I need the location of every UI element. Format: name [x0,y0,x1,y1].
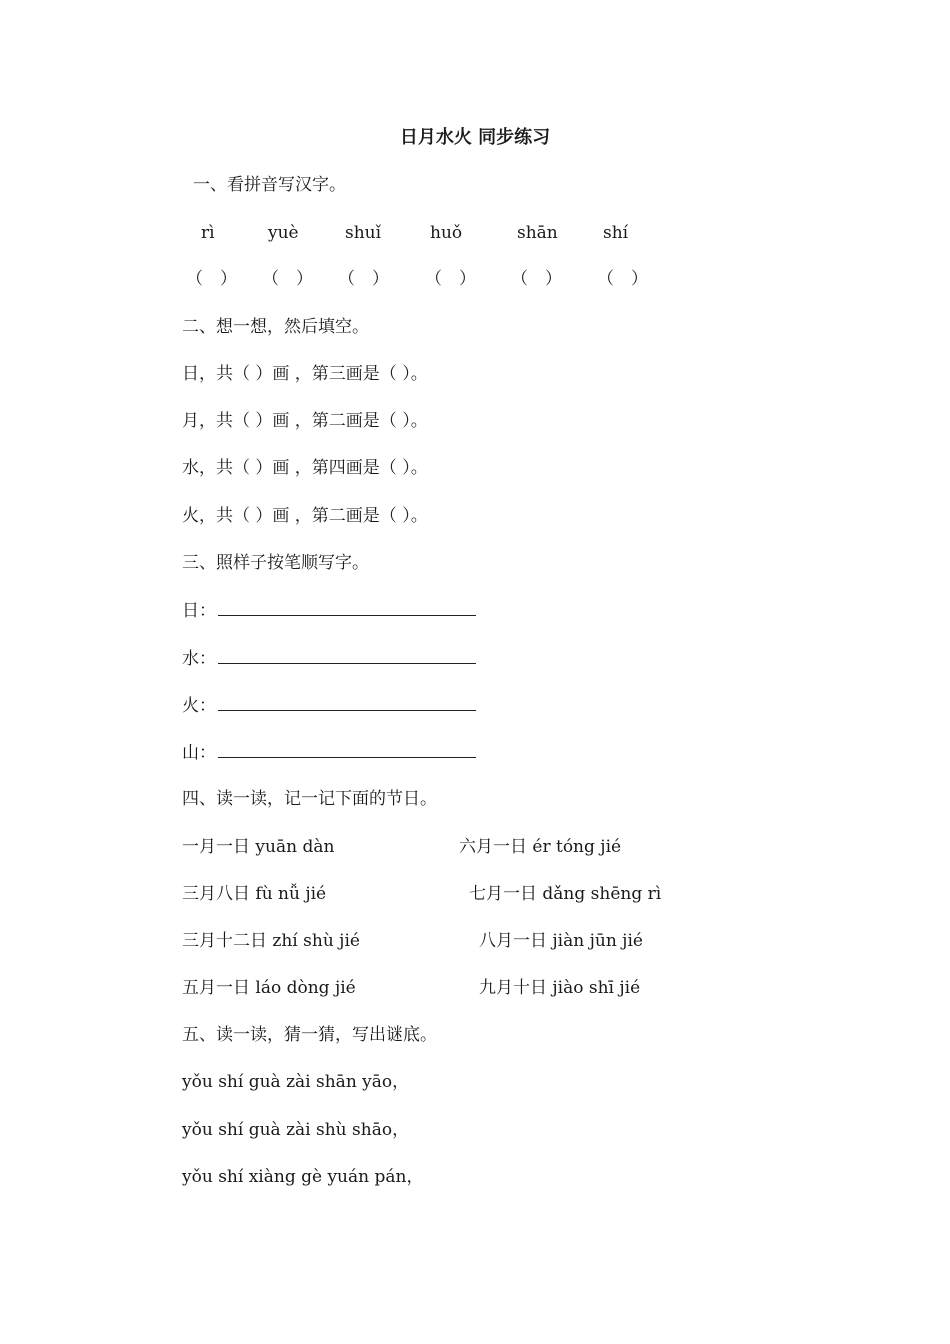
writing-underline[interactable] [218,599,476,616]
answer-blank[interactable]: （ ） [338,269,389,289]
writing-char: 山： [182,743,216,763]
writing-line[interactable] [182,599,476,622]
pinyin-item: rì [201,223,215,243]
writing-underline[interactable] [218,694,476,711]
festival-left: 五月一日 láo dòng jié [182,978,356,998]
pinyin-item: shān [517,223,558,243]
festival-left: 一月一日 yuān dàn [182,837,335,857]
writing-char: 日： [182,601,216,621]
pinyin-item: huǒ [430,223,463,243]
riddle-line: yǒu shí xiàng gè yuán pán， [182,1167,424,1187]
answer-blank[interactable]: （ ） [186,269,237,289]
riddle-line: yǒu shí guà zài shān yāo， [182,1072,410,1092]
page-title: 日月水火 同步练习 [399,127,551,148]
writing-line[interactable] [182,694,476,717]
writing-char: 水： [182,649,216,669]
fill-line[interactable]: 日，共（ ）画 ，第三画是（ ）。 [182,364,428,384]
answer-blank[interactable]: （ ） [597,269,648,289]
festival-left: 三月十二日 zhí shù jié [182,931,360,951]
answer-blank[interactable]: （ ） [511,269,562,289]
festival-right: 七月一日 dǎng shēng rì [469,884,662,904]
section3-heading: 三、照样子按笔顺写字。 [182,553,369,573]
section1-heading: 一、看拼音写汉字。 [193,175,346,195]
festival-right: 八月一日 jiàn jūn jié [479,931,643,951]
answer-blank[interactable]: （ ） [262,269,313,289]
pinyin-item: shí [603,223,629,243]
riddle-line: yǒu shí guà zài shù shāo， [182,1120,410,1140]
pinyin-item: shuǐ [345,223,382,243]
writing-char: 火： [182,696,216,716]
fill-line[interactable]: 月，共（ ）画 ，第二画是（ ）。 [182,411,428,431]
festival-right: 九月十日 jiào shī jié [479,978,641,998]
writing-line[interactable] [182,741,476,764]
fill-line[interactable]: 火，共（ ）画 ，第二画是（ ）。 [182,506,428,526]
writing-line[interactable] [182,647,476,670]
pinyin-item: yuè [268,223,299,243]
section2-heading: 二、想一想，然后填空。 [182,317,369,337]
section4-heading: 四、读一读，记一记下面的节日。 [182,789,437,809]
fill-line[interactable]: 水，共（ ）画 ，第四画是（ ）。 [182,458,428,478]
writing-underline[interactable] [218,647,476,664]
section5-heading: 五、读一读，猜一猜，写出谜底。 [182,1025,437,1045]
answer-blank[interactable]: （ ） [425,269,476,289]
festival-left: 三月八日 fù nǚ jié [182,884,327,904]
festival-right: 六月一日 ér tóng jié [459,837,622,857]
writing-underline[interactable] [218,741,476,758]
